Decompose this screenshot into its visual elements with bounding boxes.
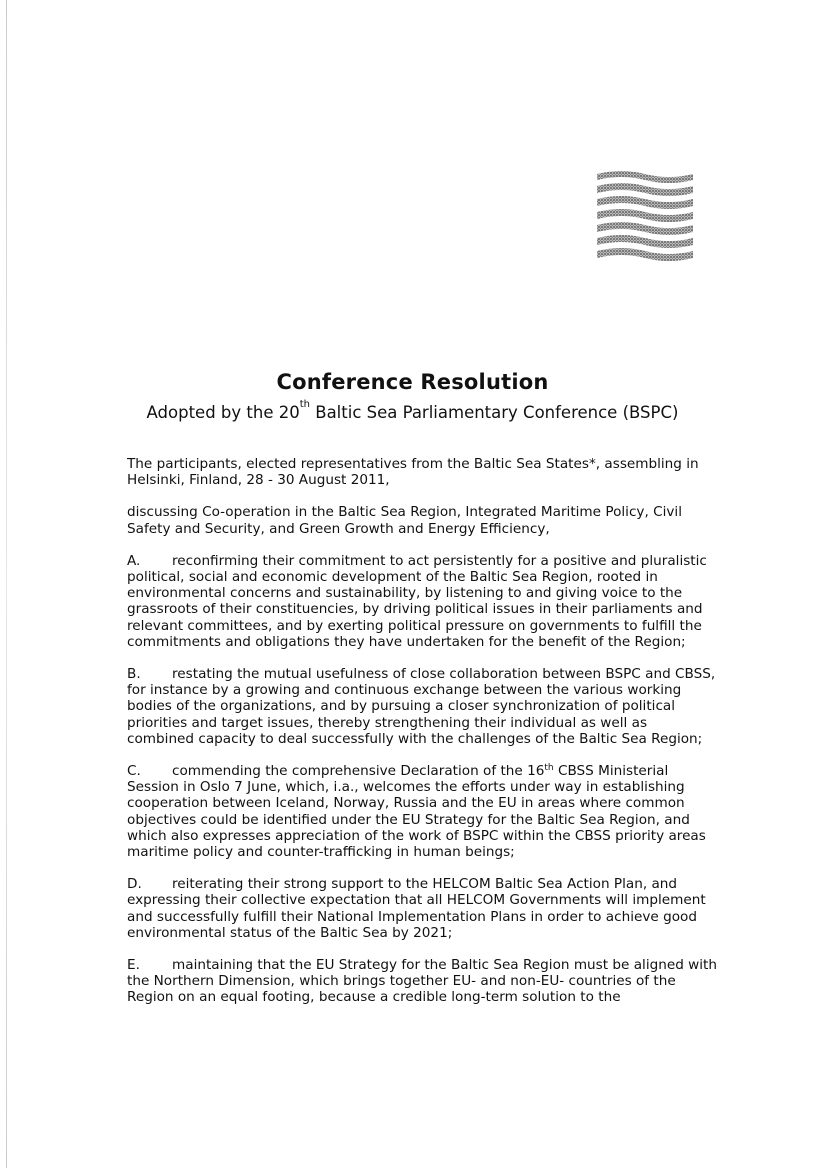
subtitle-suffix: Baltic Sea Parliamentary Conference (BSPC) <box>310 403 679 422</box>
clause-letter: C. <box>127 763 141 780</box>
page-subtitle <box>0 399 825 422</box>
clause-a <box>127 553 717 650</box>
clause-letter: E. <box>127 957 140 974</box>
page-edge-line <box>6 0 7 1168</box>
bspc-wave-logo-icon <box>595 166 697 266</box>
intro-paragraph-participants: The participants, elected representatives from the Baltic Sea States*, assembling in Helsinki, Finland, 28 - 30 August 2011, <box>127 456 699 489</box>
clause-b <box>127 666 717 747</box>
intro-paragraph-discussing: discussing Co-operation in the Baltic Sea Region, Integrated Maritime Policy, Civil Safety and Security, and Green Growth and Energy Efficiency, <box>127 504 682 537</box>
resolution-body <box>127 456 717 1022</box>
clause-text: restating the mutual usefulness of close collaboration between BSPC and CBSS, for instance by a growing and continuous exchange between the various working bodies of the organizations, and by pursuing a closer synchronization of political priorities and target issues, thereby strengthening their individual as well as combined capacity to deal successfully with the challenges of the Baltic Sea Region; <box>127 666 716 747</box>
clause-text-before: commending the comprehensive Declaration of the 16 <box>172 763 545 780</box>
clause-e <box>127 957 717 1006</box>
clause-letter: B. <box>127 666 141 683</box>
clause-letter: D. <box>127 876 142 893</box>
clause-text: reconfirming their commitment to act persistently for a positive and pluralistic political, social and economic development of the Baltic Sea Region, rooted in environmental concerns and sustainability, by listening to and giving voice to the grassroots of their constituencies, by driving political issues in their parliaments and relevant committees, and by exerting political pressure on governments to fulfill the commitments and obligations they have undertaken for the benefit of the Region; <box>127 552 707 650</box>
clause-d <box>127 876 717 941</box>
clause-letter: A. <box>127 552 141 569</box>
clause-ordinal: th <box>544 763 554 774</box>
subtitle-prefix: Adopted by the 20 <box>146 403 300 422</box>
clause-text: reiterating their strong support to the HELCOM Baltic Sea Action Plan, and expressing their collective expectation that all HELCOM Governments will implement and successfully fulfill their National Implementation Plans in order to achieve good environmental status of the Baltic Sea by 2021; <box>127 876 706 941</box>
clause-c <box>127 763 717 860</box>
clause-text: maintaining that the EU Strategy for the Baltic Sea Region must be aligned with the Northern Dimension, which brings together EU- and non-EU- countries of the Region on an equal footing, because a credible long-term solution to the <box>127 957 718 1006</box>
page-title: Conference Resolution <box>276 370 549 394</box>
subtitle-ordinal: th <box>299 399 310 410</box>
clause-text-after: CBSS Ministerial Session in Oslo 7 June, which, i.a., welcomes the efforts under way in establishing cooperation between Iceland, Norway, Russia and the EU in areas where common objectives could be identified under the EU Strategy for the Baltic Sea Region, and which also expresses appreciation of the work of BSPC within the CBSS priority areas maritime policy and counter-trafficking in human beings; <box>127 763 706 861</box>
